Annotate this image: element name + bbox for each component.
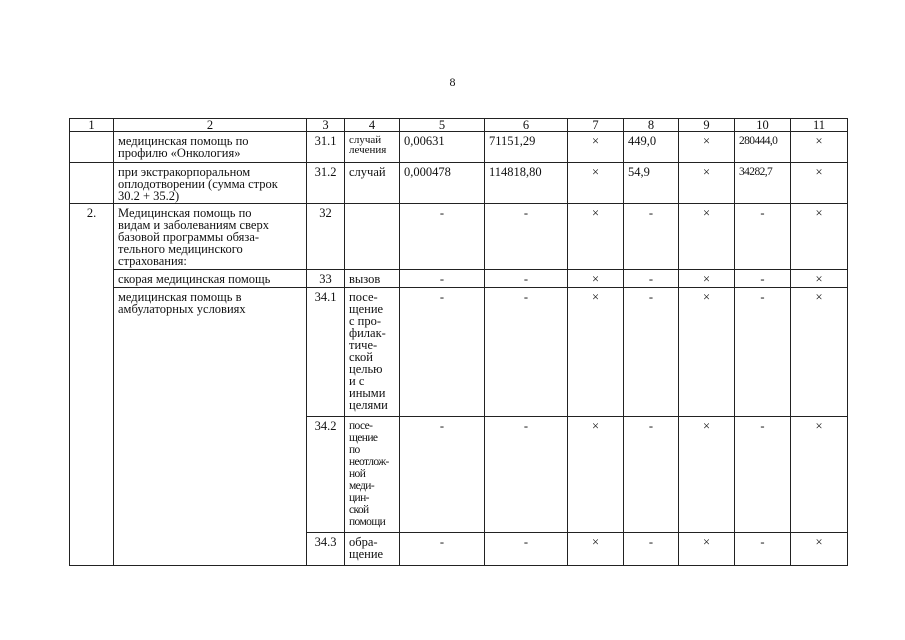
table-row [70,270,848,288]
row-number-cell [70,163,114,204]
line-number-cell: 34.2 [307,417,345,533]
name-cell: медицинская помощь по профилю «Онкология» [114,132,307,163]
value-cell: 449,0 [624,132,679,163]
unit-cell: случай лечения [345,132,400,163]
value-cell: × [791,270,848,288]
value-cell: - [485,204,568,270]
value-cell: × [568,270,624,288]
unit-cell: посе- щение по неотлож- ной меди- цин- ской помощи [345,417,400,533]
line-number-cell: 32 [307,204,345,270]
value-cell: - [735,270,791,288]
financing-table [69,118,848,566]
unit-cell: случай [345,163,400,204]
value-cell: × [568,417,624,533]
value-cell: - [624,270,679,288]
value-cell: - [735,204,791,270]
value-cell: - [485,270,568,288]
value-cell: 0,000478 [400,163,485,204]
value-cell: × [791,417,848,533]
page-number: 8 [449,75,456,89]
line-number-cell: 31.2 [307,163,345,204]
value-cell: - [400,417,485,533]
line-number-cell: 34.3 [307,533,345,566]
unit-cell: обра- щение [345,533,400,566]
name-cell: Медицинская помощь по видам и заболеваниям сверх базовой программы обяза- тельного медицинского страхования: [114,204,307,270]
value-cell: - [485,288,568,417]
row-number-cell [70,132,114,163]
value-cell: - [735,288,791,417]
value-cell: × [568,163,624,204]
unit-cell: посе- щение с про- филак- тиче- ской целью и с иными целями [345,288,400,417]
column-number: 2 [114,119,307,132]
value-cell: - [485,417,568,533]
value-cell: - [400,270,485,288]
value-cell: × [679,163,735,204]
value-cell: × [791,132,848,163]
column-number: 8 [624,119,679,132]
column-number: 10 [735,119,791,132]
column-number: 3 [307,119,345,132]
column-number: 4 [345,119,400,132]
value-cell: × [568,288,624,417]
column-number: 7 [568,119,624,132]
value-cell: - [735,533,791,566]
value-cell: × [791,204,848,270]
value-cell: 34282,7 [735,163,791,204]
value-cell: × [679,533,735,566]
value-cell: × [679,132,735,163]
value-cell: × [791,533,848,566]
value-cell: × [568,132,624,163]
table-row [70,163,848,204]
column-number: 5 [400,119,485,132]
value-cell: - [400,533,485,566]
value-cell: 54,9 [624,163,679,204]
column-number-row [70,119,848,132]
value-cell: - [624,533,679,566]
value-cell: × [679,288,735,417]
value-cell: - [400,204,485,270]
value-cell: - [400,288,485,417]
row-number-cell: 2. [70,204,114,566]
name-cell: скорая медицинская помощь [114,270,307,288]
value-cell: × [679,204,735,270]
column-number: 11 [791,119,848,132]
value-cell: - [624,288,679,417]
value-cell: - [624,417,679,533]
unit-cell: вызов [345,270,400,288]
value-cell: - [624,204,679,270]
value-cell: 0,00631 [400,132,485,163]
value-cell: 71151,29 [485,132,568,163]
value-cell: × [791,288,848,417]
value-cell: × [791,163,848,204]
value-cell: × [679,417,735,533]
value-cell: × [568,204,624,270]
value-cell: 114818,80 [485,163,568,204]
unit-cell [345,204,400,270]
value-cell: 280444,0 [735,132,791,163]
value-cell: - [735,417,791,533]
value-cell: - [485,533,568,566]
table-row [70,204,848,270]
line-number-cell: 34.1 [307,288,345,417]
value-cell: × [679,270,735,288]
value-cell: × [568,533,624,566]
table-row [70,288,848,417]
column-number: 1 [70,119,114,132]
line-number-cell: 31.1 [307,132,345,163]
table-row [70,132,848,163]
column-number: 9 [679,119,735,132]
name-cell: при экстракорпоральном оплодотворении (сумма строк 30.2 + 35.2) [114,163,307,204]
column-number: 6 [485,119,568,132]
name-cell: медицинская помощь в амбулаторных условиях [114,288,307,566]
line-number-cell: 33 [307,270,345,288]
